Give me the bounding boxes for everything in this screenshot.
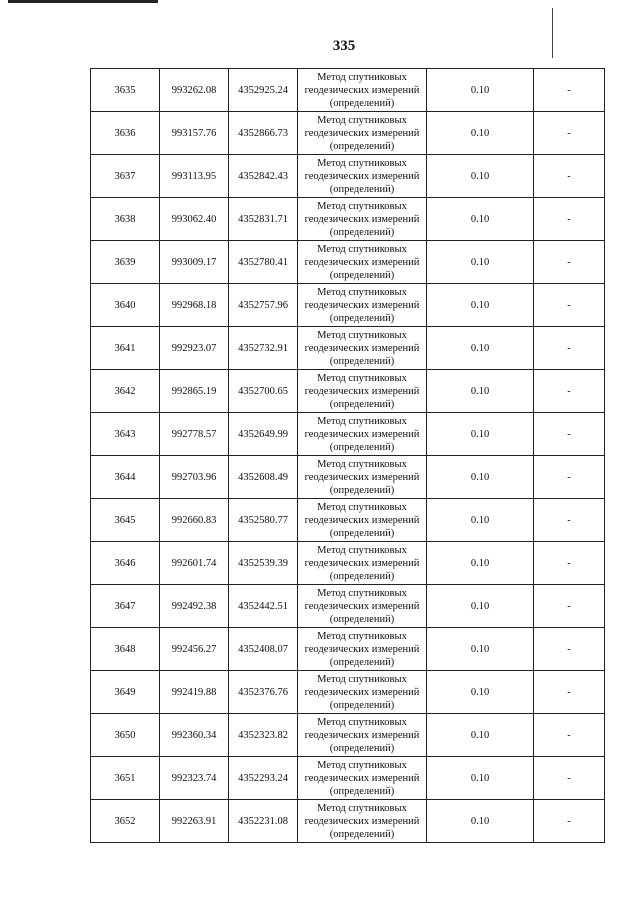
x-coordinate-cell: 993157.76 [160,112,229,155]
point-number-cell: 3641 [91,327,160,370]
method-line: геодезических измерений [304,170,420,182]
note-cell: - [534,542,605,585]
method-cell [298,284,427,327]
x-coordinate-cell: 992263.91 [160,800,229,843]
x-coordinate-cell: 992323.74 [160,757,229,800]
accuracy-cell: 0.10 [427,370,534,413]
method-line: Метод спутниковых [317,415,407,427]
accuracy-cell: 0.10 [427,112,534,155]
method-line: Метод спутниковых [317,243,407,255]
y-coordinate-cell: 4352700.65 [229,370,298,413]
point-number-cell: 3645 [91,499,160,542]
method-cell [298,327,427,370]
method-line: геодезических измерений [304,729,420,741]
method-line: (определений) [329,97,395,109]
point-number-cell: 3648 [91,628,160,671]
point-number-cell: 3644 [91,456,160,499]
point-number-cell: 3638 [91,198,160,241]
method-line: геодезических измерений [304,643,420,655]
method-line: Метод спутниковых [317,759,407,771]
method-cell [298,413,427,456]
point-number-cell: 3639 [91,241,160,284]
method-line: (определений) [329,699,395,711]
method-cell [298,456,427,499]
y-coordinate-cell: 4352376.76 [229,671,298,714]
method-cell [298,757,427,800]
accuracy-cell: 0.10 [427,628,534,671]
method-cell [298,241,427,284]
method-line: Метод спутниковых [317,71,407,83]
y-coordinate-cell: 4352780.41 [229,241,298,284]
method-line: (определений) [329,656,395,668]
point-number-cell: 3636 [91,112,160,155]
coordinates-table [90,68,605,843]
method-cell [298,671,427,714]
method-line: Метод спутниковых [317,458,407,470]
table-row [91,456,605,499]
method-line: геодезических измерений [304,600,420,612]
method-cell [298,499,427,542]
method-line: (определений) [329,484,395,496]
method-cell [298,542,427,585]
note-cell: - [534,241,605,284]
method-cell [298,628,427,671]
y-coordinate-cell: 4352649.99 [229,413,298,456]
method-cell [298,155,427,198]
x-coordinate-cell: 992923.07 [160,327,229,370]
method-line: Метод спутниковых [317,802,407,814]
table-row [91,671,605,714]
accuracy-cell: 0.10 [427,413,534,456]
accuracy-cell: 0.10 [427,241,534,284]
note-cell: - [534,757,605,800]
table-row [91,413,605,456]
scan-artifact-line [8,0,158,3]
method-cell [298,585,427,628]
table-row [91,628,605,671]
note-cell: - [534,800,605,843]
note-cell: - [534,69,605,112]
method-line: Метод спутниковых [317,716,407,728]
method-cell [298,112,427,155]
table-row [91,155,605,198]
point-number-cell: 3642 [91,370,160,413]
accuracy-cell: 0.10 [427,757,534,800]
accuracy-cell: 0.10 [427,284,534,327]
accuracy-cell: 0.10 [427,671,534,714]
note-cell: - [534,671,605,714]
y-coordinate-cell: 4352608.49 [229,456,298,499]
method-cell [298,800,427,843]
method-line: (определений) [329,785,395,797]
method-line: (определений) [329,570,395,582]
note-cell: - [534,628,605,671]
table-row [91,800,605,843]
accuracy-cell: 0.10 [427,585,534,628]
x-coordinate-cell: 993262.08 [160,69,229,112]
method-line: геодезических измерений [304,514,420,526]
method-line: (определений) [329,527,395,539]
point-number-cell: 3637 [91,155,160,198]
point-number-cell: 3649 [91,671,160,714]
y-coordinate-cell: 4352442.51 [229,585,298,628]
table-row [91,370,605,413]
note-cell: - [534,456,605,499]
method-line: Метод спутниковых [317,157,407,169]
table-row [91,714,605,757]
x-coordinate-cell: 992865.19 [160,370,229,413]
y-coordinate-cell: 4352757.96 [229,284,298,327]
note-cell: - [534,155,605,198]
x-coordinate-cell: 992968.18 [160,284,229,327]
y-coordinate-cell: 4352842.43 [229,155,298,198]
method-line: Метод спутниковых [317,329,407,341]
method-line: (определений) [329,226,395,238]
method-line: Метод спутниковых [317,501,407,513]
x-coordinate-cell: 993113.95 [160,155,229,198]
accuracy-cell: 0.10 [427,327,534,370]
note-cell: - [534,370,605,413]
accuracy-cell: 0.10 [427,714,534,757]
y-coordinate-cell: 4352831.71 [229,198,298,241]
method-line: Метод спутниковых [317,587,407,599]
accuracy-cell: 0.10 [427,198,534,241]
method-line: геодезических измерений [304,686,420,698]
note-cell: - [534,714,605,757]
method-line: Метод спутниковых [317,630,407,642]
x-coordinate-cell: 993009.17 [160,241,229,284]
x-coordinate-cell: 992419.88 [160,671,229,714]
accuracy-cell: 0.10 [427,499,534,542]
note-cell: - [534,499,605,542]
method-line: геодезических измерений [304,557,420,569]
table-row [91,757,605,800]
accuracy-cell: 0.10 [427,542,534,585]
point-number-cell: 3651 [91,757,160,800]
method-cell [298,69,427,112]
note-cell: - [534,198,605,241]
method-line: геодезических измерений [304,127,420,139]
method-line: Метод спутниковых [317,200,407,212]
method-line: (определений) [329,613,395,625]
note-cell: - [534,327,605,370]
method-line: геодезических измерений [304,471,420,483]
accuracy-cell: 0.10 [427,155,534,198]
y-coordinate-cell: 4352866.73 [229,112,298,155]
method-line: Метод спутниковых [317,372,407,384]
table-row [91,284,605,327]
point-number-cell: 3643 [91,413,160,456]
point-number-cell: 3646 [91,542,160,585]
table-row [91,327,605,370]
method-line: (определений) [329,312,395,324]
method-line: (определений) [329,183,395,195]
y-coordinate-cell: 4352732.91 [229,327,298,370]
y-coordinate-cell: 4352323.82 [229,714,298,757]
table-row [91,112,605,155]
method-line: (определений) [329,140,395,152]
y-coordinate-cell: 4352580.77 [229,499,298,542]
method-cell [298,370,427,413]
x-coordinate-cell: 992360.34 [160,714,229,757]
note-cell: - [534,112,605,155]
method-line: (определений) [329,398,395,410]
method-line: геодезических измерений [304,256,420,268]
table-row [91,198,605,241]
page-number: 335 [332,38,356,54]
method-line: геодезических измерений [304,772,420,784]
method-line: (определений) [329,269,395,281]
method-line: геодезических измерений [304,213,420,225]
y-coordinate-cell: 4352293.24 [229,757,298,800]
point-number-cell: 3640 [91,284,160,327]
method-line: (определений) [329,828,395,840]
method-line: геодезических измерений [304,299,420,311]
table-row [91,499,605,542]
x-coordinate-cell: 992660.83 [160,499,229,542]
y-coordinate-cell: 4352231.08 [229,800,298,843]
x-coordinate-cell: 992492.38 [160,585,229,628]
x-coordinate-cell: 992778.57 [160,413,229,456]
table-row [91,241,605,284]
method-line: геодезических измерений [304,428,420,440]
note-cell: - [534,284,605,327]
method-line: (определений) [329,441,395,453]
y-coordinate-cell: 4352408.07 [229,628,298,671]
method-line: геодезических измерений [304,815,420,827]
point-number-cell: 3635 [91,69,160,112]
method-line: Метод спутниковых [317,544,407,556]
accuracy-cell: 0.10 [427,69,534,112]
x-coordinate-cell: 992703.96 [160,456,229,499]
table-row [91,69,605,112]
method-cell [298,714,427,757]
method-line: Метод спутниковых [317,673,407,685]
method-line: геодезических измерений [304,84,420,96]
method-line: Метод спутниковых [317,286,407,298]
point-number-cell: 3650 [91,714,160,757]
x-coordinate-cell: 993062.40 [160,198,229,241]
method-line: геодезических измерений [304,385,420,397]
y-coordinate-cell: 4352925.24 [229,69,298,112]
method-cell [298,198,427,241]
table-row [91,585,605,628]
y-coordinate-cell: 4352539.39 [229,542,298,585]
x-coordinate-cell: 992456.27 [160,628,229,671]
table-row [91,542,605,585]
method-line: (определений) [329,355,395,367]
note-cell: - [534,585,605,628]
x-coordinate-cell: 992601.74 [160,542,229,585]
accuracy-cell: 0.10 [427,800,534,843]
method-line: геодезических измерений [304,342,420,354]
point-number-cell: 3647 [91,585,160,628]
point-number-cell: 3652 [91,800,160,843]
method-line: Метод спутниковых [317,114,407,126]
table-body [91,69,605,843]
accuracy-cell: 0.10 [427,456,534,499]
method-line: (определений) [329,742,395,754]
note-cell: - [534,413,605,456]
